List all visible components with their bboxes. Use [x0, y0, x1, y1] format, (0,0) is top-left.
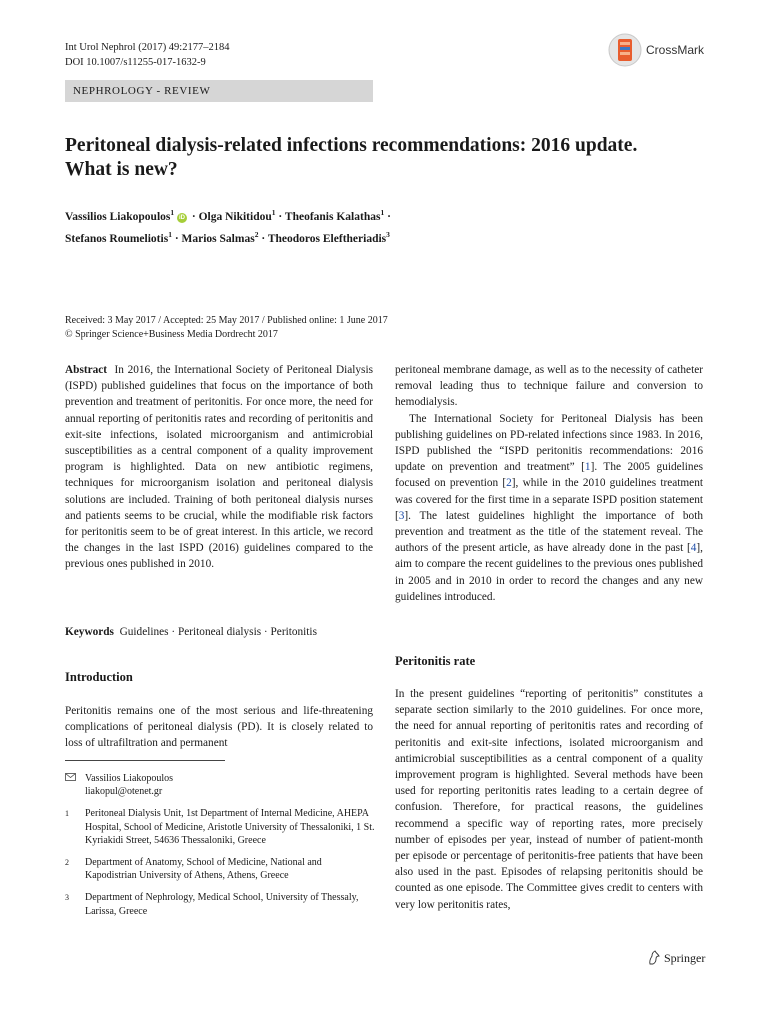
section-label: NEPHROLOGY - REVIEW — [65, 80, 373, 102]
publication-dates — [65, 314, 388, 342]
affiliation-2 — [65, 856, 375, 882]
publisher-name: Springer — [664, 950, 706, 965]
affiliation-ref: 3 — [386, 229, 390, 239]
author-list — [65, 204, 685, 248]
affiliation-number: 1 — [65, 809, 69, 819]
citation-link[interactable]: 4 — [690, 542, 697, 555]
affiliation-text: Department of Nephrology, Medical School, University of Thessaly, Larissa, Greece — [85, 892, 359, 917]
affiliation-number: 3 — [65, 893, 69, 903]
author-name[interactable]: Vassilios Liakopoulos — [65, 210, 171, 223]
affiliation-ref: 2 — [254, 229, 259, 239]
abstract-label: Abstract — [65, 364, 108, 376]
crossmark-badge[interactable] — [608, 30, 718, 70]
orcid-icon[interactable]: iD — [178, 214, 185, 221]
affiliation-text: Peritoneal Dialysis Unit, 1st Department of Internal Medicine, AHEPA Hospital, School of Medicine, Aristotle University of Thessaloniki, 1 St. Kyriakidi Street, 54636 Thessaloniki, Greece — [85, 808, 375, 846]
keywords — [65, 624, 373, 640]
journal-citation: Int Urol Nephrol (2017) 49:2177–2184 — [65, 42, 230, 53]
article-title: Peritoneal dialysis-related infections recommendations: 2016 update. What is new? — [65, 135, 638, 180]
citation-link[interactable]: 2 — [506, 477, 512, 490]
right-column — [395, 362, 703, 605]
affiliation-ref: 1 — [380, 208, 385, 217]
affiliation-ref: 1 — [168, 229, 172, 239]
corresponding-author — [65, 772, 375, 798]
citation-link[interactable]: 3 — [398, 509, 405, 522]
separator: · — [174, 232, 179, 245]
abstract — [65, 362, 373, 573]
author-name[interactable]: Olga Nikitidou — [198, 210, 272, 223]
author-name[interactable]: Theofanis Kalathas — [284, 210, 381, 223]
footnote-divider — [65, 760, 225, 761]
keywords-label: Keywords — [65, 626, 114, 638]
separator: · — [278, 210, 283, 223]
introduction-continuation: peritoneal membrane damage, as well as to the necessity of catheter removal leading thus to technique failure and conversion to hemodialysis. — [395, 364, 703, 409]
separator: · — [191, 210, 196, 223]
citation-link[interactable]: 1 — [584, 461, 591, 474]
introduction-text: Peritonitis remains one of the most serious and life-threatening complications of peritoneal dialysis (PD). It is closely related to loss of ultrafiltration and permanent — [65, 705, 373, 750]
envelope-icon — [65, 772, 85, 798]
history-dates: Received: 3 May 2017 / Accepted: 25 May 2017 / Published online: 1 June 2017 — [65, 315, 388, 326]
crossmark-label: CrossMark — [646, 43, 705, 57]
introduction-heading: Introduction — [65, 670, 133, 684]
affiliation-1 — [65, 807, 375, 847]
copyright: © Springer Science+Business Media Dordrecht 2017 — [65, 329, 278, 340]
footnotes — [65, 772, 375, 927]
affiliation-3 — [65, 891, 375, 917]
corresponding-email[interactable]: liakopul@otenet.gr — [85, 786, 163, 798]
affiliation-ref: 1 — [271, 208, 276, 217]
doi[interactable]: DOI 10.1007/s11255-017-1632-9 — [65, 57, 206, 68]
abstract-text: In 2016, the International Society of Peritoneal Dialysis (ISPD) published guidelines that focus on the importance of both prevention and treatment of peritonitis. For once more, the need for annual reporting of peritonitis rates and recording of peritonitis and exit-site infections, isolated microorganism and antimicrobial susceptibilities as a central component of a quality improvement program is highlighted. Data on new antibiotic regimens, techniques for microorganism isolation and peritoneal dialysis solutions are included. Training of both peritoneal dialysis nurses and patients seems to be crucial, while the modifiable risk factors for peritonitis seem to be of great interest. In this article, we record the changes in the last ISPD (2016) guidelines compared to the previous ones published in 2010. — [65, 364, 373, 571]
affiliation-ref: 1 — [170, 208, 175, 217]
crossmark-icon — [608, 33, 642, 67]
springer-horse-icon — [647, 950, 661, 966]
author-name[interactable]: Theodoros Eleftheriadis — [267, 232, 387, 245]
journal-meta — [65, 40, 229, 70]
affiliation-text: Department of Anatomy, School of Medicine, National and Kapodistrian University of Athens, Athens, Greece — [85, 857, 322, 882]
keywords-text: Guidelines · Peritoneal dialysis · Peritonitis — [119, 626, 317, 638]
author-name[interactable]: Stefanos Roumeliotis — [65, 232, 169, 245]
author-name[interactable]: Marios Salmas — [181, 232, 255, 245]
publisher-logo — [647, 950, 705, 966]
peritonitis-rate-text: In the present guidelines “reporting of peritonitis” constitutes a separate section similarly to the 2010 guidelines. For once more, the need for annual reporting of peritonitis rates and recording of peritonitis and exit-site infections, isolated microorganism and antimicrobial susceptibilities as a central component of a quality improvement program is highlighted. Several methods have been used for reporting peritonitis rates leading to a certain degree of confusion. Therefore, for practical reasons, the guidelines recommend a specific way of reporting rates, more precisely number of episodes per year, instead of number of patient-month per episode or percentage of peritonitis-free patients that have been also used in the past. Episodes of relapsing peritonitis should be counted as one episode. The Committee gives credit to centers with very low peritonitis rates, — [395, 688, 703, 911]
separator: · — [261, 232, 266, 245]
affiliation-number: 2 — [65, 858, 69, 868]
peritonitis-rate-heading: Peritonitis rate — [395, 654, 476, 668]
separator: · — [387, 210, 391, 223]
corresponding-name: Vassilios Liakopoulos — [85, 773, 174, 784]
introduction-paragraph-2: The International Society for Peritoneal Dialysis has been publishing guidelines on PD-related infections since 1983. In 2016, ISPD published the “ISPD peritonitis recommendations: 2016 update on prevention and treatment” [1]. The 2005 guidelines focused on prevention [2], while in the 2010 guidelines treatment was covered for the first time in a separate ISPD position statement [3]. The latest guidelines highlight the importance of both prevention and treatment as the title of the statement reveal. The authors of the present article, as have already done in the past [4], aim to compare the recent guidelines to the previous ones published in 2005 and in 2010 in order to record the changes and any new guidelines introduced. — [395, 412, 703, 603]
